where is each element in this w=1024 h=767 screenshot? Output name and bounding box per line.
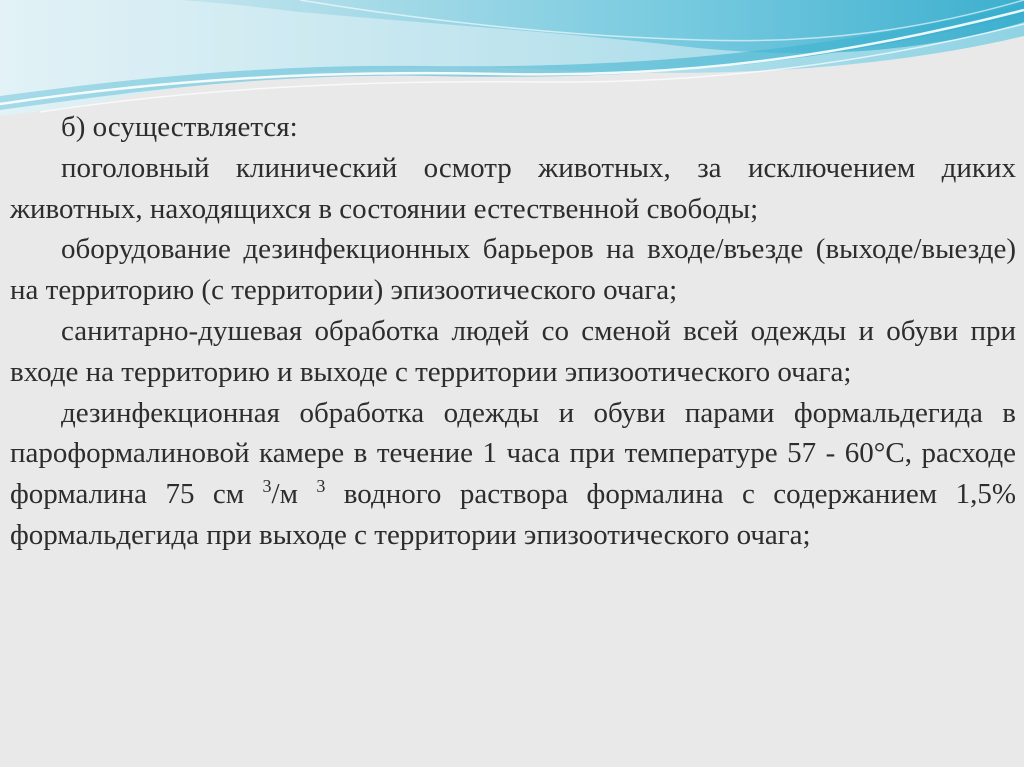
text-part-3: водного раствора формалина с содержанием 1,5% формальдегида при выходе с территории эпизоотического очага;: [10, 478, 1016, 551]
text-part-1: дезинфекционная обработка одежды и обуви парами формальдегида в пароформалиновой камере в течение 1 часа при температуре 57 - 60°С, расходе формалина 75 см: [10, 396, 1016, 511]
superscript-1: 3: [262, 476, 272, 497]
item-clinical-exam: поголовный клинический осмотр животных, за исключением диких животных, находящихся в состоянии естественной свободы;: [10, 151, 1016, 225]
item-clothing-disinfection: [10, 393, 1016, 556]
item-sanitary-shower: санитарно-душевая обработка людей со сменой всей одежды и обуви при входе на территорию и выходе с территории эпизоотического очага;: [10, 314, 1016, 388]
item-disinfection-barriers: оборудование дезинфекционных барьеров на входе/въезде (выходе/выезде) на территорию (с территории) эпизоотического очага;: [10, 233, 1016, 307]
text-part-2: /м: [271, 478, 317, 511]
list-heading: б) осуществляется:: [61, 111, 298, 143]
superscript-2: 3: [316, 476, 326, 497]
slide-body: [10, 107, 1016, 556]
